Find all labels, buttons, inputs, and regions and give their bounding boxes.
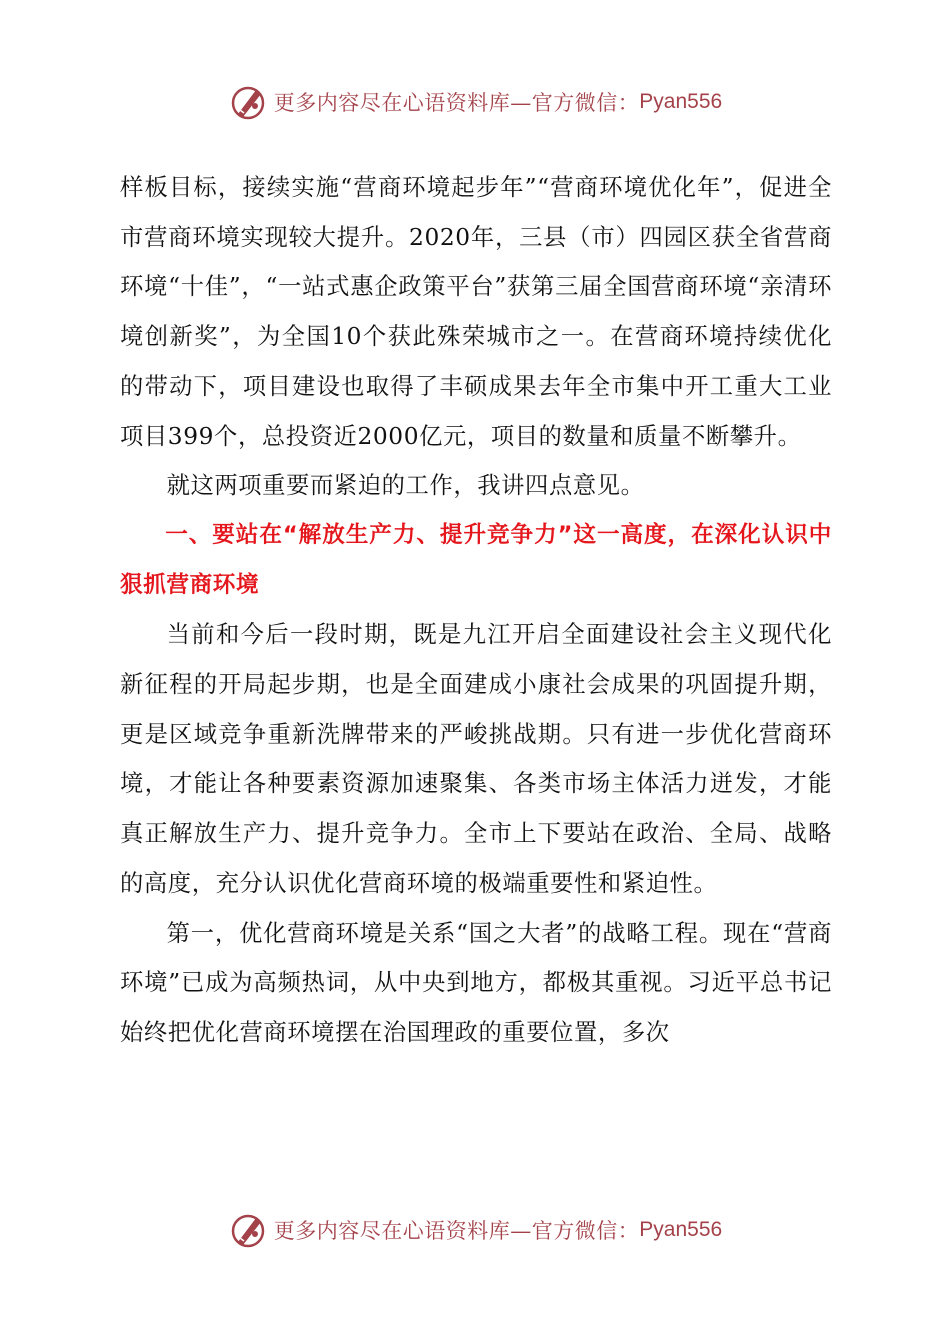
pen-logo-icon — [228, 82, 268, 122]
paragraph-continued: 样板目标，接续实施“营商环境起步年”“营商环境优化年”，促进全市营商环境实现较大提升。2020年，三县（市）四园区获全省营商环境“十佳”，“一站式惠企政策平台”获第三届全国营商环境“亲清环境创新奖”，为全国10个获此殊荣城市之一。在营商环境持续优化的带动下，项目建设也取得了丰硕成果去年全市集中开工重大工业项目399个，总投资近2000亿元，项目的数量和质量不断攀升。 — [120, 174, 832, 450]
watermark-account: Pyan556 — [639, 1218, 723, 1241]
watermark-account: Pyan556 — [639, 90, 723, 113]
header-watermark-banner — [0, 80, 950, 124]
watermark-text: 更多内容尽在心语资料库—官方微信： — [273, 1219, 640, 1243]
watermark-text: 更多内容尽在心语资料库—官方微信： — [273, 91, 640, 115]
section-heading-1: 一、要站在“解放生产力、提升竞争力”这一高度，在深化认识中狠抓营商环境 — [120, 521, 832, 598]
footer-watermark-banner — [0, 1208, 950, 1252]
paragraph-context: 当前和今后一段时期，既是九江开启全面建设社会主义现代化新征程的开局起步期，也是全面建成小康社会成果的巩固提升期，更是区域竞争重新洗牌带来的严峻挑战期。只有进一步优化营商环境，才能让各种要素资源加速聚集、各类市场主体活力迸发，才能真正解放生产力、提升竞争力。全市上下要站在政治、全局、战略的高度，充分认识优化营商环境的极端重要性和紧迫性。 — [120, 621, 832, 897]
pen-logo-icon — [228, 1210, 268, 1250]
paragraph-point-1: 第一，优化营商环境是关系“国之大者”的战略工程。现在“营商环境”已成为高频热词，从中央到地方，都极其重视。习近平总书记始终把优化营商环境摆在治国理政的重要位置，多次 — [120, 919, 832, 1046]
document-body — [120, 163, 832, 1058]
paragraph-intro: 就这两项重要而紧迫的工作，我讲四点意见。 — [166, 472, 645, 500]
